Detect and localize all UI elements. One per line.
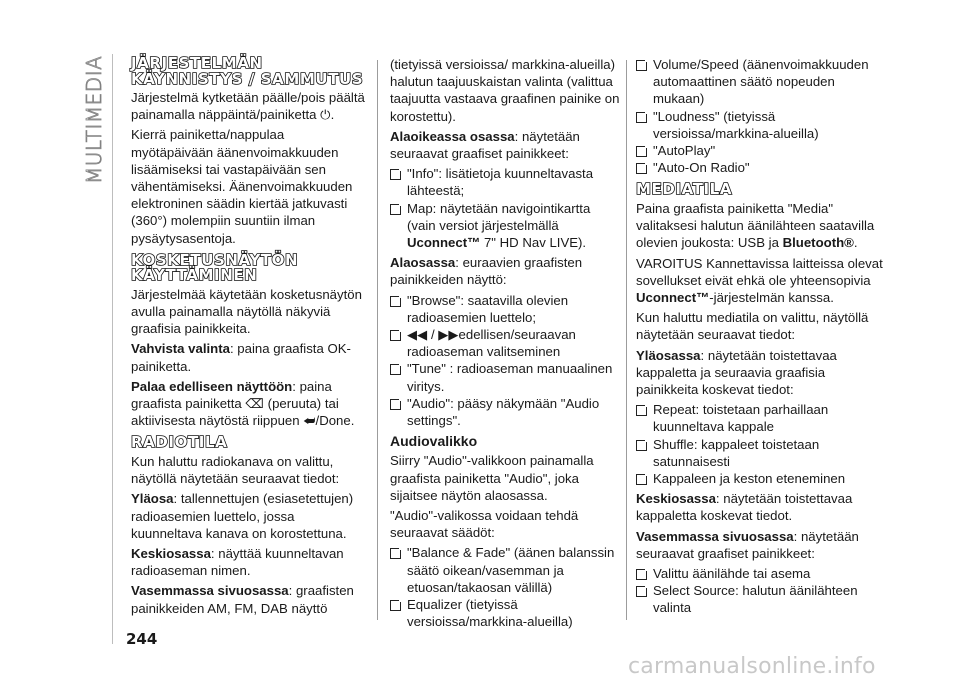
brand-name: Bluetooth® bbox=[782, 235, 854, 251]
list-item-text: "Info": lisätietoja kuunneltavasta lähteestä; bbox=[407, 166, 594, 199]
watermark: carmanualsonline.info bbox=[628, 654, 876, 679]
text: : näytetään seuraavat graafiset painikkeet: bbox=[636, 528, 859, 561]
text: : näytetään toistettavaa kappaletta ja seuraavia graafisia painikkeita koskevat tiedot: bbox=[636, 347, 837, 397]
checkbox-bullet-icon bbox=[636, 440, 647, 451]
list-item-text: "AutoPlay" bbox=[653, 143, 716, 159]
list-item bbox=[390, 360, 620, 394]
text: -järjestelmän kanssa. bbox=[709, 289, 834, 305]
checkbox-bullet-icon bbox=[636, 405, 647, 416]
list-item bbox=[636, 470, 884, 487]
checkbox-bullet-icon bbox=[390, 169, 401, 180]
column-divider-2 bbox=[626, 60, 627, 620]
checkbox-bullet-icon bbox=[390, 600, 401, 611]
paragraph bbox=[636, 490, 884, 524]
paragraph bbox=[131, 490, 367, 542]
column-1 bbox=[131, 56, 367, 620]
label-bold: Keskiosassa bbox=[131, 545, 211, 561]
checkbox-bullet-icon bbox=[636, 569, 647, 580]
section-side-title: MULTIMEDIA bbox=[82, 55, 106, 184]
list-item bbox=[636, 108, 884, 142]
paragraph: Järjestelmä kytketään päälle/pois päältä painamalla näppäintä/painiketta ⏻. bbox=[131, 90, 365, 123]
paragraph bbox=[390, 128, 620, 162]
text: Paina graafista painiketta "Media" valitaksesi halutun äänilähteen saatavilla olevien joukosta: USB ja bbox=[636, 200, 875, 251]
paragraph: "Audio"-valikossa voidaan tehdä seuraavat säädöt: bbox=[390, 508, 579, 541]
paragraph: Kierrä painiketta/nappulaa myötäpäivään äänenvoimakkuuden lisäämiseksi tai vastapäivään sen vähentämiseksi. Äänenvoimakkuuden elektroninen säädin kiertää jatkuvasti (360°) molempiin suuntiin ilman pysäytysasentoja. bbox=[131, 127, 353, 246]
list-item bbox=[390, 292, 620, 326]
checkbox-bullet-icon bbox=[636, 60, 647, 71]
label-bold: Yläosa bbox=[131, 491, 174, 507]
list-item-text: Volume/Speed (äänenvoimakkuuden automaattinen säätö nopeuden mukaan) bbox=[653, 57, 869, 107]
paragraph bbox=[636, 347, 884, 399]
list-item-text: Equalizer (tietyissä versioissa/markkina-alueilla) bbox=[407, 597, 573, 630]
checkbox-bullet-icon bbox=[390, 364, 401, 375]
list-item bbox=[390, 326, 620, 360]
brand-name: Uconnect™ bbox=[636, 289, 710, 305]
label-bold: Alaoikeassa osassa bbox=[390, 128, 515, 144]
subheading-audio-menu: Audiovalikko bbox=[390, 433, 478, 450]
checkbox-bullet-icon bbox=[390, 399, 401, 410]
checkbox-bullet-icon bbox=[390, 548, 401, 559]
heading-touchscreen: KOSKETUSNÄYTÖN KÄYTTÄMINEN bbox=[131, 250, 299, 285]
list-item-text: Shuffle: kappaleet toistetaan satunnaisesti bbox=[653, 436, 820, 469]
list-item bbox=[390, 544, 620, 596]
label-bold: Vasemmassa sivuosassa bbox=[636, 528, 794, 544]
text: : graafisten painikkeiden AM, FM, DAB näyttö bbox=[131, 583, 354, 616]
list-item bbox=[636, 142, 884, 159]
list-item-text bbox=[407, 200, 620, 252]
label-bold: Palaa edelliseen näyttöön bbox=[131, 378, 293, 394]
text: : näytetään toistettavaa kappaletta koskevat tiedot. bbox=[636, 491, 853, 524]
checkbox-bullet-icon bbox=[636, 112, 647, 123]
paragraph bbox=[131, 545, 367, 579]
paragraph bbox=[390, 254, 620, 288]
label-bold: Keskiosassa bbox=[636, 491, 716, 507]
list-item bbox=[636, 436, 884, 470]
text: . bbox=[853, 235, 858, 251]
list-item bbox=[636, 565, 884, 582]
text: : paina graafista OK-painiketta. bbox=[131, 341, 351, 374]
paragraph bbox=[636, 200, 884, 252]
heading-system-power: JÄRJESTELMÄN KÄYNNISTYS / SAMMUTUS bbox=[131, 54, 364, 88]
list-item-text: Repeat: toistetaan parhaillaan kuunneltava kappale bbox=[653, 402, 829, 435]
list-item bbox=[636, 582, 884, 616]
list-item-text: ◀◀ / ▶▶edellisen/seuraavan radioaseman valitseminen bbox=[407, 327, 576, 360]
text: : paina graafista painiketta ⌫ (peruuta) tai aktiivisesta näytöstä riippuen ⮨/Done. bbox=[131, 378, 355, 429]
paragraph: Kun haluttu mediatila on valittu, näytöllä näytetään seuraavat tiedot: bbox=[636, 310, 869, 343]
column-divider-1 bbox=[377, 60, 378, 620]
label-bold: Yläosassa bbox=[636, 347, 701, 363]
list-item-text: "Browse": saatavilla olevien radioasemien luettelo; bbox=[407, 292, 569, 325]
list-item bbox=[636, 401, 884, 435]
list-item-text: Valittu äänilähde tai asema bbox=[653, 565, 811, 581]
side-divider bbox=[112, 54, 113, 644]
list-item-text: Select Source: halutun äänilähteen valinta bbox=[653, 583, 858, 616]
column-2 bbox=[390, 56, 620, 631]
text: 7" HD Nav LIVE). bbox=[480, 235, 587, 251]
list-item-text: "Auto-On Radio" bbox=[653, 160, 750, 176]
checkbox-bullet-icon bbox=[636, 146, 647, 157]
text: : euraavien graafisten painikkeiden näyttö: bbox=[390, 255, 583, 288]
list-item bbox=[390, 200, 620, 252]
checkbox-bullet-icon bbox=[390, 296, 401, 307]
checkbox-bullet-icon bbox=[636, 474, 647, 485]
paragraph: Siirry "Audio"-valikkoon painamalla graafista painiketta "Audio", joka sijaitsee näytön alaosassa. bbox=[390, 453, 594, 503]
brand-name: Uconnect™ bbox=[407, 235, 481, 251]
list-item bbox=[636, 159, 884, 176]
text: Map: näytetään navigointikartta (vain versiot järjestelmällä bbox=[407, 200, 591, 233]
heading-media: MEDIATILA bbox=[636, 180, 733, 199]
heading-radio: RADIOTILA bbox=[131, 433, 228, 452]
checkbox-bullet-icon bbox=[390, 330, 401, 341]
list-item bbox=[390, 596, 620, 630]
page-number: 244 bbox=[126, 630, 158, 648]
paragraph: Kun haluttu radiokanava on valittu, näytöllä näytetään seuraavat tiedot: bbox=[131, 453, 340, 487]
paragraph: Järjestelmää käytetään kosketusnäytön avulla painamalla näytöllä näkyviä graafisia painikkeita. bbox=[131, 286, 362, 337]
list-item bbox=[636, 56, 884, 108]
label-bold: Vasemmassa sivuosassa bbox=[131, 583, 289, 599]
text: : näytetään seuraavat graafiset painikkeet: bbox=[390, 128, 580, 162]
list-item-text: "Audio": pääsy näkymään "Audio settings". bbox=[407, 395, 600, 429]
checkbox-bullet-icon bbox=[636, 163, 647, 174]
column-3 bbox=[636, 56, 884, 617]
label-bold: Vahvista valinta bbox=[131, 341, 230, 357]
text: VAROITUS Kannettavissa laitteissa olevat sovellukset eivät ehkä ole yhteensopivia bbox=[636, 255, 883, 288]
text: : tallennettujen (esiasetettujen) radioasemien luettelo, jossa kuunneltava kanava on korostettuna. bbox=[131, 491, 354, 541]
checkbox-bullet-icon bbox=[636, 586, 647, 597]
paragraph bbox=[131, 582, 367, 616]
list-item-text: "Loudness" (tietyissä versioissa/markkina-alueilla) bbox=[653, 108, 819, 141]
paragraph bbox=[131, 340, 367, 374]
paragraph: (tietyissä versioissa/ markkina-alueilla) halutun taajuuskaistan valinta (valittua taajuutta vastaava graafinen painike on korostettu). bbox=[390, 57, 620, 124]
text: : näyttää kuunneltavan radioaseman nimen. bbox=[131, 545, 344, 579]
list-item-text: "Balance & Fade" (äänen balanssin säätö oikean/vasemman ja etuosan/takaosan välillä) bbox=[407, 545, 615, 595]
paragraph bbox=[636, 255, 884, 307]
list-item bbox=[390, 395, 620, 429]
paragraph bbox=[636, 528, 884, 562]
paragraph bbox=[131, 378, 367, 430]
label-bold: Alaosassa bbox=[390, 255, 456, 271]
list-item-text: Kappaleen ja keston eteneminen bbox=[653, 470, 846, 486]
list-item-text: "Tune" : radioaseman manuaalinen viritys. bbox=[407, 361, 613, 394]
checkbox-bullet-icon bbox=[390, 204, 401, 215]
list-item bbox=[390, 165, 620, 199]
